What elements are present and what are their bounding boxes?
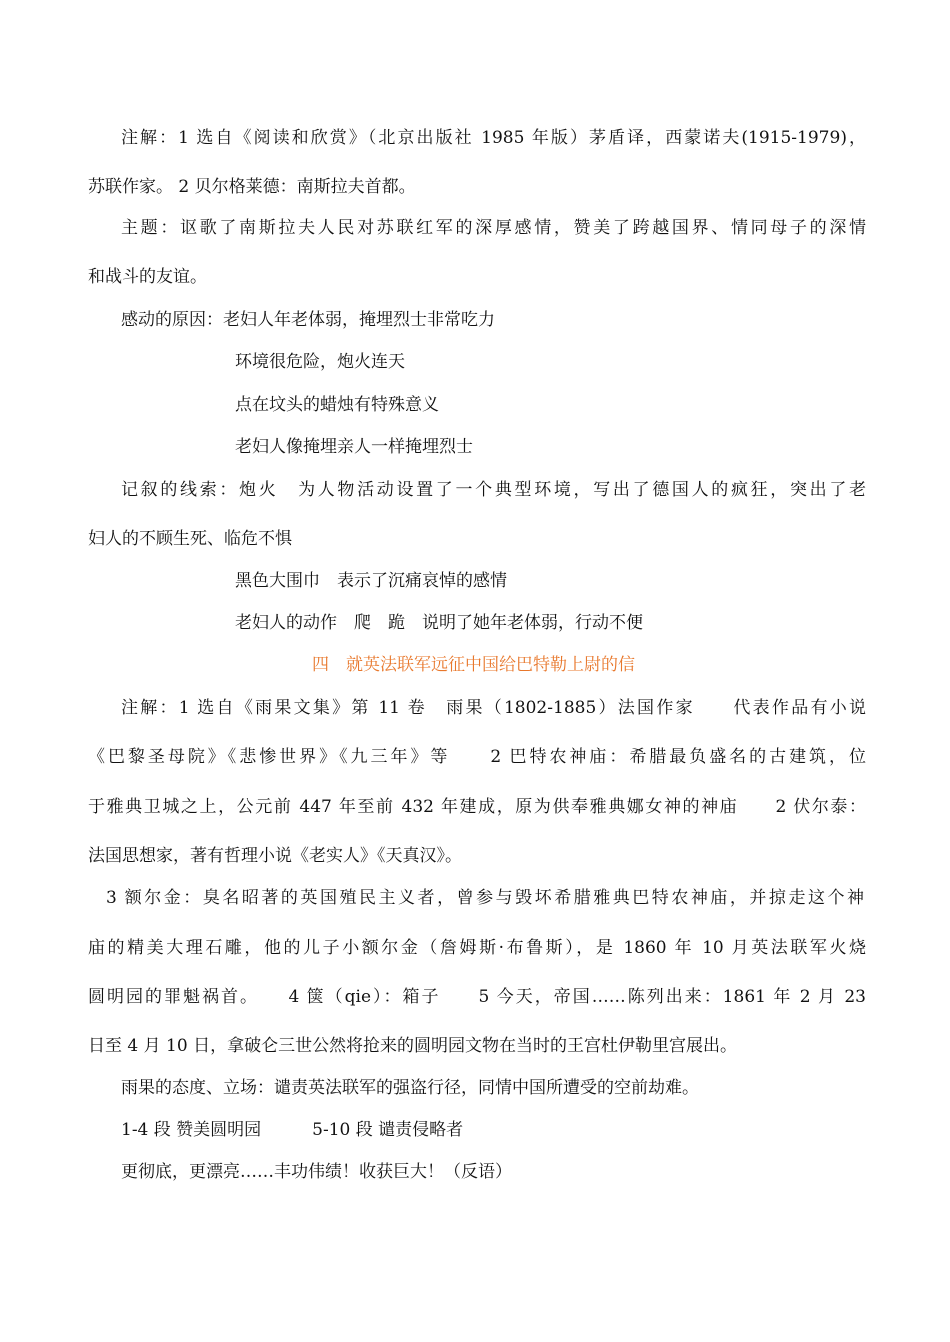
clue-line-1: 记叙的线索：炮火 为人物活动设置了一个典型环境，写出了德国人的疯狂，突出了老	[121, 480, 866, 500]
hugo-note-line-5: 3 额尔金：臭名昭著的英国殖民主义者，曾参与毁坏希腊雅典巴特农神庙，并掠走这个神	[106, 888, 864, 908]
hugo-note-line-1: 注解：1 选自《雨果文集》第 11 卷 雨果（1802-1885）法国作家 代表作品有小说	[121, 698, 866, 718]
note-line-1: 注解：1 选自《阅读和欣赏》（北京出版社 1985 年版）茅盾译，西蒙诺夫(1915-1979)，	[121, 128, 866, 148]
hugo-note-line-8: 日至 4 月 10 日，拿破仑三世公然将抢来的圆明园文物在当时的王宫杜伊勒里宫展出。	[88, 1036, 738, 1056]
reason-line-4: 老妇人像掩埋亲人一样掩埋烈士	[235, 437, 473, 457]
hugo-note-line-7: 圆明园的罪魁祸首。 4 箧（qie）：箱子 5 今天，帝国……陈列出来：1861 年 2 月 23	[88, 987, 866, 1007]
irony-line: 更彻底，更漂亮……丰功伟绩！收获巨大！（反语）	[121, 1162, 512, 1182]
theme-line-1: 主题：讴歌了南斯拉夫人民对苏联红军的深厚感情，赞美了跨越国界、情同母子的深情	[121, 218, 866, 238]
hugo-note-line-2: 《巴黎圣母院》《悲惨世界》《九三年》等 2 巴特农神庙：希腊最负盛名的古建筑，位	[88, 747, 866, 767]
clue-line-4: 老妇人的动作 爬 跪 说明了她年老体弱，行动不便	[235, 613, 643, 633]
section-heading: 四 就英法联军远征中国给巴特勒上尉的信	[312, 655, 635, 675]
reason-line-1: 感动的原因：老妇人年老体弱，掩埋烈士非常吃力	[121, 310, 495, 330]
clue-line-2: 妇人的不顾生死、临危不惧	[88, 529, 292, 549]
hugo-note-line-6: 庙的精美大理石雕，他的儿子小额尔金（詹姆斯·布鲁斯），是 1860 年 10 月英法联军火烧	[88, 938, 866, 958]
reason-line-3: 点在坟头的蜡烛有特殊意义	[235, 395, 439, 415]
paragraph-summary-line: 1-4 段 赞美圆明园 5-10 段 谴责侵略者	[121, 1120, 464, 1140]
theme-line-2: 和战斗的友谊。	[88, 267, 207, 287]
reason-line-2: 环境很危险，炮火连天	[235, 352, 405, 372]
hugo-note-line-3: 于雅典卫城之上，公元前 447 年至前 432 年建成，原为供奉雅典娜女神的神庙 2 伏尔泰：	[88, 797, 866, 817]
clue-line-3: 黑色大围巾 表示了沉痛哀悼的感情	[235, 571, 507, 591]
attitude-line: 雨果的态度、立场：谴责英法联军的强盗行径，同情中国所遭受的空前劫难。	[121, 1078, 699, 1098]
hugo-note-line-4: 法国思想家，著有哲理小说《老实人》《天真汉》。	[88, 846, 462, 866]
note-line-2: 苏联作家。 2 贝尔格莱德：南斯拉夫首都。	[88, 177, 416, 197]
